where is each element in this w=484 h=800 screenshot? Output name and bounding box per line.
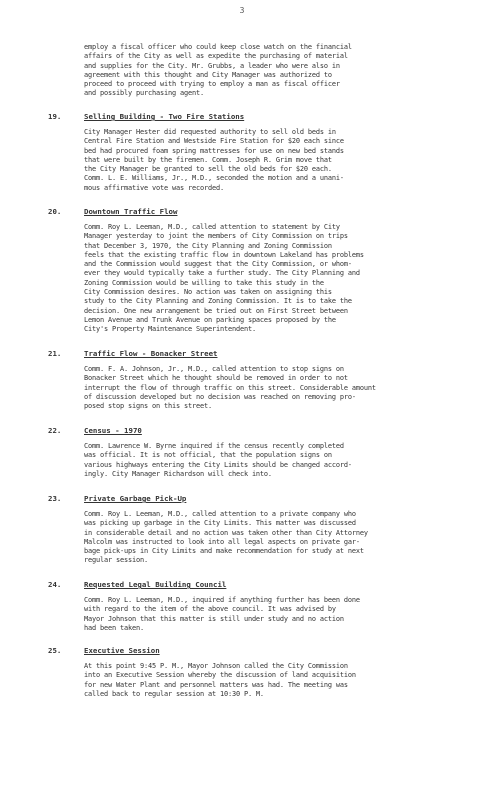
text-line: Lemon Avenue and Trunk Avenue on parking spaces proposed by the [84,315,336,324]
text-line: bed had procured foam spring mattresses for use on new bed stands [84,146,344,155]
text-line: Comm. Lawrence W. Byrne inquired if the census recently completed [84,442,344,450]
text-line: decision. One new arrangement be tried out on First Street between [84,306,348,315]
item-body [84,442,464,479]
text-line: affairs of the City as well as expedite the purchasing of material [84,52,348,61]
item-heading: Downtown Traffic Flow [84,207,178,216]
item-number: 21. [48,349,62,358]
text-line: that December 3, 1970, the City Planning and Zoning Commission [84,241,332,250]
item-heading: Traffic Flow - Bonacker Street [84,349,218,358]
item-heading: Private Garbage Pick-Up [84,494,187,503]
text-line: interrupt the flow of through traffic on this street. Considerable amount [84,383,376,392]
text-line: mous affirmative vote was recorded. [84,183,224,192]
item-body [84,223,464,335]
item-number: 19. [48,112,62,121]
item-number: 25. [48,646,62,655]
text-line: agreement with this thought and City Manager was authorized to [84,70,332,79]
item-heading: Selling Building - Two Fire Stations [84,112,245,121]
text-line: City's Property Maintenance Superintendent. [84,325,256,334]
text-line: had been taken. [84,623,144,632]
text-line: called back to regular session at 10:30 P. M. [84,689,264,698]
item-body [84,510,464,566]
text-line: of discussion developed but no decision was reached on removing pro- [84,392,356,401]
text-line: for new Water Plant and personnel matters was had. The meeting was [84,680,348,689]
text-line: bage pick-ups in City Limits and make recommendation for study at next [84,547,364,556]
text-line: Central Fire Station and Westside Fire Station for $20 each since [84,137,344,146]
item-number: 20. [48,207,62,216]
text-line: proceed to proceed with trying to employ a man as fiscal officer [84,80,340,89]
text-line: City Manager Hester did requested authority to sell old beds in [84,128,336,136]
text-line: ever they would typically take a further study. The City Planning and [84,269,360,278]
text-line: various highways entering the City Limits should be changed accord- [84,460,352,469]
text-line: and the Commission would suggest that the City Commission, or whom- [84,260,352,269]
text-line: Mayor Johnson that this matter is still under study and no action [84,614,344,623]
text-line: Comm. Roy L. Leeman, M.D., called attention to a private company who [84,510,356,518]
text-line: City Commission desires. No action was taken on assigning this [84,288,332,297]
item-heading: Executive Session [84,646,160,655]
text-line: posed stop signs on this street. [84,402,212,411]
text-line: the City Manager be granted to sell the old beds for $20 each. [84,165,332,174]
text-line: feels that the existing traffic flow in downtown Lakeland has problems [84,250,364,259]
text-line: employ a fiscal officer who could keep close watch on the financial [84,43,352,51]
text-line: Bonacker Street which he thought should be removed in order to not [84,374,348,383]
text-line: was picking up garbage in the City Limits. This matter was discussed [84,519,356,528]
text-line: into an Executive Session whereby the discussion of land acquisition [84,671,356,680]
text-line: At this point 9:45 P. M., Mayor Johnson called the City Commission [84,662,348,670]
text-line: Comm. Roy L. Leeman, M.D., called attention to statement by City [84,223,340,231]
text-line: Comm. F. A. Johnson, Jr., M.D., called attention to stop signs on [84,365,344,373]
text-line: and supplies for the City. Mr. Grubbs, a leader who were also in [84,61,340,70]
text-line: ingly. City Manager Richardson will check into. [84,469,272,478]
text-line: with regard to the item of the above council. It was advised by [84,605,336,614]
item-heading: Requested Legal Building Council [84,580,227,589]
item-body [84,662,464,699]
text-line: Comm. Roy L. Leeman, M.D., inquired if anything further has been done [84,596,360,604]
item-body [84,365,464,411]
text-line: was official. It is not official, that the population signs on [84,451,332,460]
text-line: Malcolm was instructed to look into all legal aspects on private gar- [84,537,360,546]
text-line: in considerable detail and no action was taken other than City Attorney [84,528,368,537]
item-number: 23. [48,494,62,503]
text-line: Comm. L. E. Williams, Jr., M.D., seconded the motion and a unani- [84,174,344,183]
item-body [84,128,464,193]
item-number: 22. [48,426,62,435]
text-line: regular session. [84,556,148,565]
text-line: study to the City Planning and Zoning Commission. It is to take the [84,297,352,306]
text-line: that were built by the firemen. Comm. Joseph R. Grim move that [84,155,332,164]
item-heading: Census - 1970 [84,426,142,435]
page-number: 3 [239,6,245,15]
item-number: 24. [48,580,62,589]
text-line: and possibly purchasing agent. [84,89,204,98]
text-line: Zoning Commission would be willing to take this study in the [84,278,324,287]
text-line: Manager yesterday to joint the members of City Commission on trips [84,232,348,241]
item-body [84,596,464,633]
intro-lines [84,43,464,99]
